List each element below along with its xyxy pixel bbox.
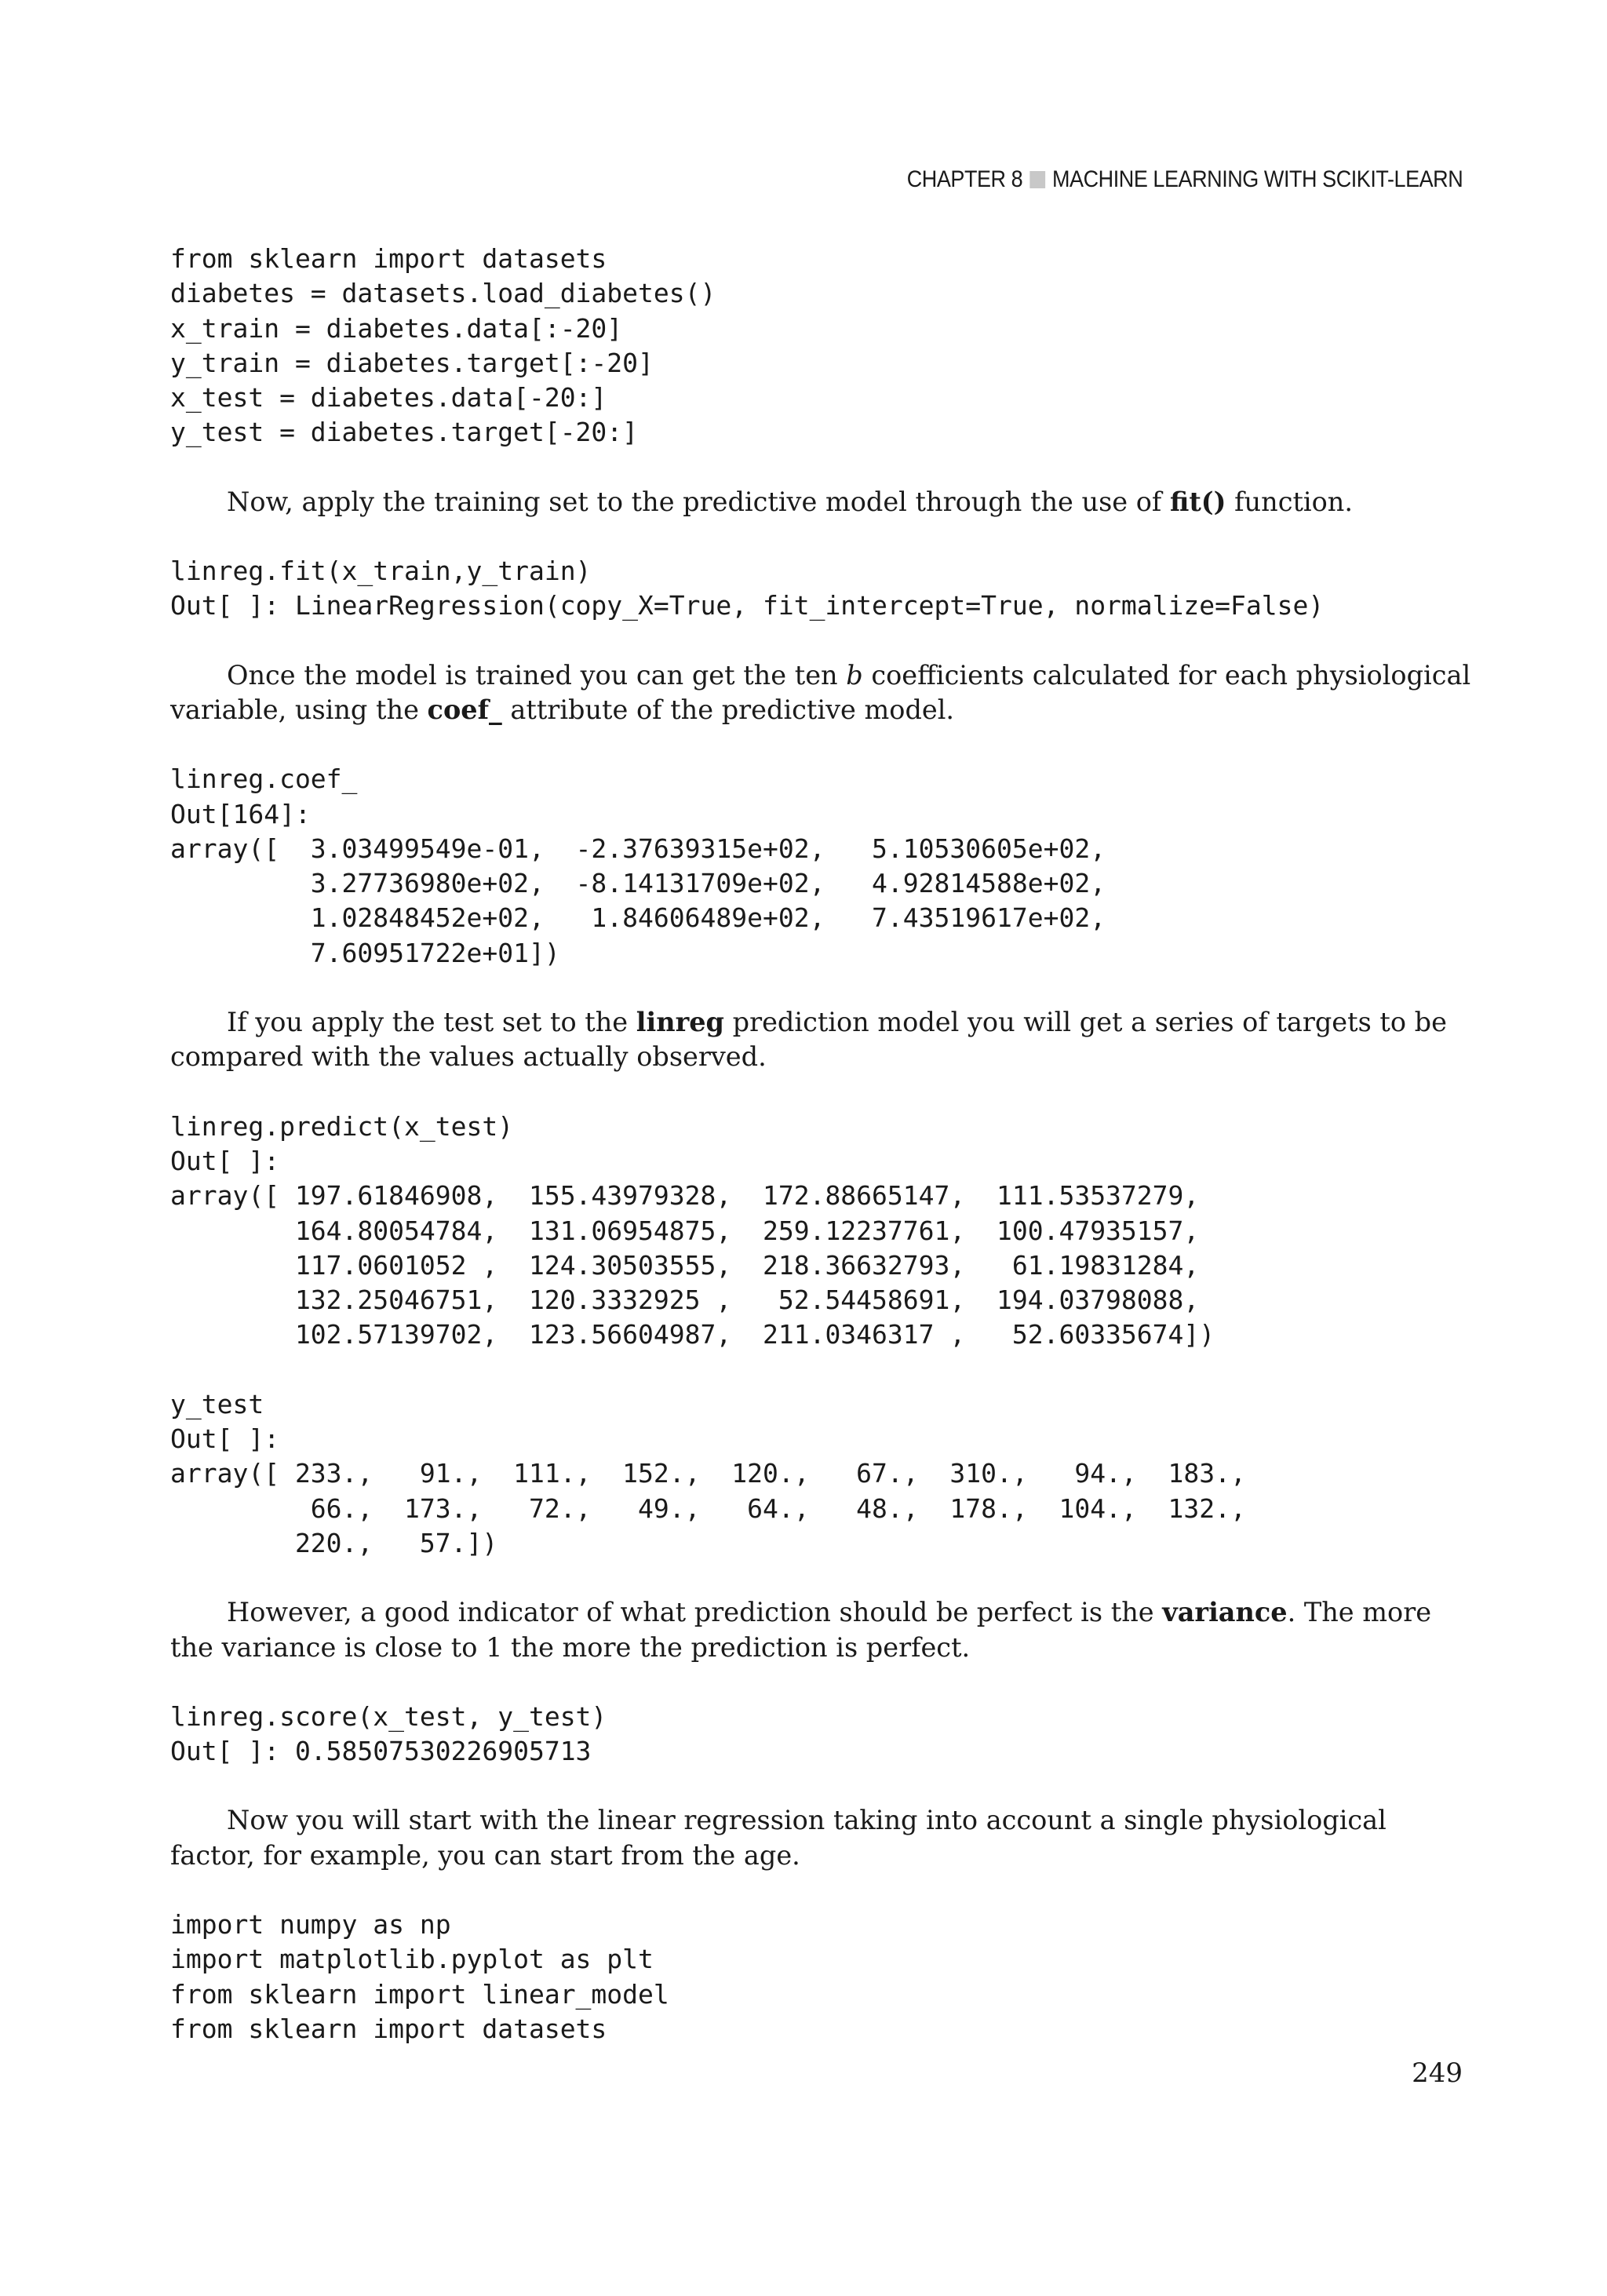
paragraph-coef-after: attribute of the predictive model. (501, 694, 955, 725)
paragraph-fit-after: function. (1226, 486, 1354, 517)
paragraph-fit-before: Now, apply the training set to the predictive model through the use of (227, 486, 1170, 517)
paragraph-variance (170, 1595, 1473, 1665)
paragraph-variance-after: . The more the variance is close to 1 the more the prediction is perfect. (170, 1597, 1432, 1663)
code-block-load-data: from sklearn import datasets diabetes = datasets.load_diabetes() x_train = diabetes.data[:-20] y_train = diabetes.target[:-20] x_test = diabetes.data[-20:] y_test = diabetes.target[-20:] (170, 243, 716, 448)
code-block-coef: linreg.coef_ Out[164]: array([ 3.03499549e-01, -2.37639315e+02, 5.10530605e+02, 3.27736980e+02, -8.14131709e+02, 4.92814588e+02, 1.02848452e+02, 1.84606489e+02, 7.43519617e+02, 7.60951722e+01]) (170, 764, 1106, 968)
paragraph-fit (170, 485, 1473, 519)
paragraph-predict (170, 1005, 1473, 1075)
code-block-predict: linreg.predict(x_test) Out[ ]: array([ 197.61846908, 155.43979328, 172.88665147, 111.53537279, 164.80054784, 131.06954875, 259.12237761, 100.47935157, 117.0601052 , 124.30503555, 218.36632793, 61.19831284, 132.25046751, 120.3332925 , 52.54458691, 194.03798088, 102.57139702, 123.56604987, 211.0346317 , 52.60335674]) (170, 1110, 1215, 1350)
header-separator-square (1029, 171, 1045, 188)
code-block-fit: linreg.fit(x_train,y_train) Out[ ]: LinearRegression(copy_X=True, fit_intercept=True, normalize=False) (170, 556, 1325, 621)
paragraph-single-factor: Now you will start with the linear regression taking into account a single physiological factor, for example, you can start from the age. (170, 1805, 1387, 1871)
chapter-label: CHAPTER 8 (906, 166, 1022, 192)
paragraph-coef-middle: coefficients calculated for each physiological variable, using the (170, 659, 1471, 725)
code-block-score: linreg.score(x_test, y_test) Out[ ]: 0.58507530226905713 (170, 1700, 607, 1767)
paragraph-variance-bold: variance (1162, 1597, 1288, 1628)
paragraph-coef-italic: b (846, 659, 863, 691)
running-header (906, 166, 1463, 193)
paragraph-variance-before: However, a good indicator of what prediction should be perfect is the (227, 1597, 1163, 1628)
paragraph-coef (170, 658, 1473, 728)
paragraph-predict-bold: linreg (636, 1007, 724, 1038)
paragraph-coef-bold: coef_ (427, 694, 502, 725)
code-block-y-test: y_test Out[ ]: array([ 233., 91., 111., 152., 120., 67., 310., 94., 183., 66., 173., 72., 49., 64., 48., 178., 104., 132., 220., 57.]) (170, 1388, 1246, 1558)
paragraph-predict-before: If you apply the test set to the (227, 1007, 636, 1038)
paragraph-coef-before: Once the model is trained you can get the ten (227, 659, 847, 691)
chapter-title: MACHINE LEARNING WITH SCIKIT-LEARN (1051, 166, 1463, 192)
code-block-imports: import numpy as np import matplotlib.pyplot as plt from sklearn import linear_model from sklearn import datasets (170, 1908, 669, 2044)
page-number: 249 (1412, 2057, 1463, 2089)
paragraph-predict-after: prediction model you will get a series of targets to be compared with the values actually observed. (170, 1007, 1447, 1073)
page-body (170, 242, 1473, 2046)
paragraph-fit-bold: fit() (1169, 486, 1226, 517)
